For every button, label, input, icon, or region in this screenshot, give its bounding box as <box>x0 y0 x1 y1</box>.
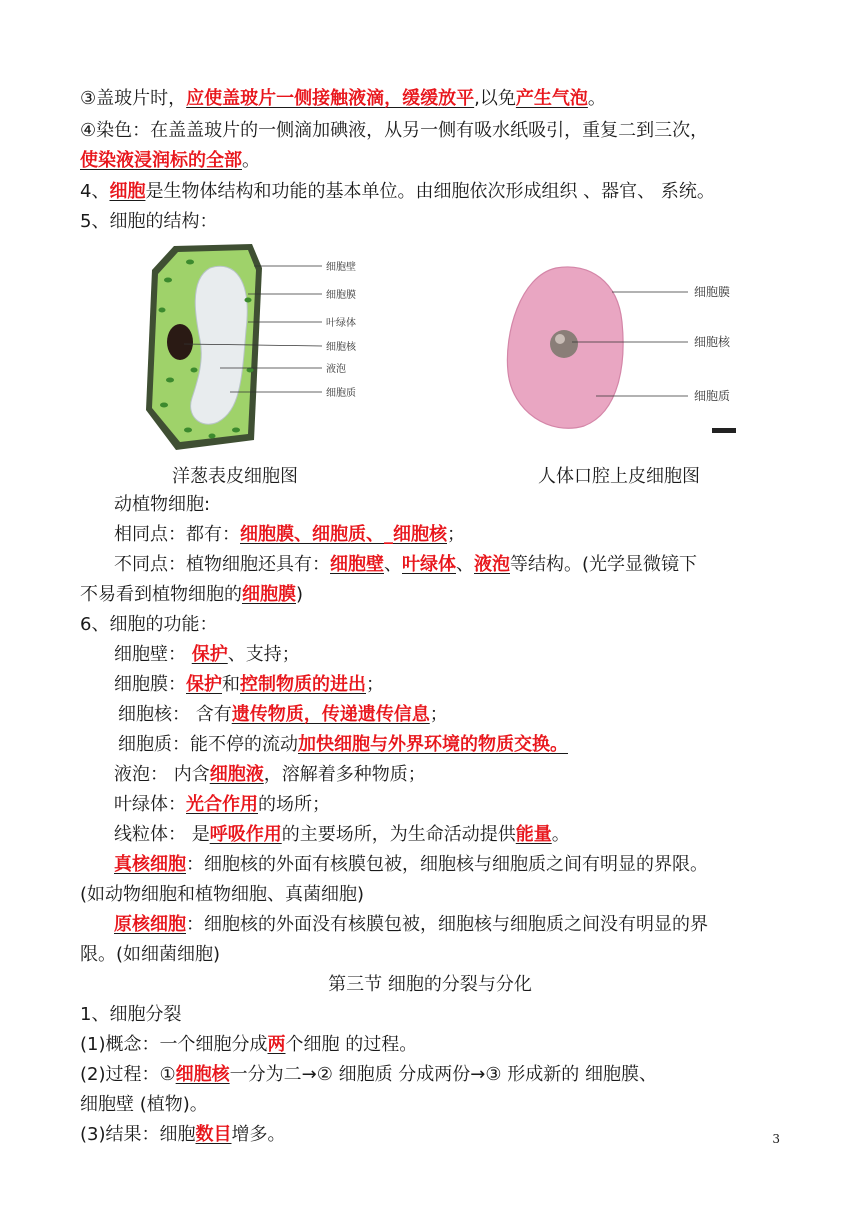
emphasis-text: 数目 <box>195 1124 232 1145</box>
text-segment: 。 <box>242 150 260 171</box>
text-segment: 、 <box>456 554 474 575</box>
text-segment: 是生物体结构和功能的基本单位。由细胞依次形成组织 、器官、 系统。 <box>145 181 715 202</box>
plant-cell-caption: 洋葱表皮细胞图 <box>172 466 298 487</box>
emphasis-text: 细胞膜、细胞质、_细胞核 <box>240 524 447 545</box>
label-cell-wall: 细胞壁 <box>326 262 356 273</box>
animal-cell-caption: 人体口腔上皮细胞图 <box>538 466 700 487</box>
text-segment: ：细胞核的外面有核膜包被，细胞核与细胞质之间有明显的界限。 <box>186 854 708 875</box>
label-animal-cytoplasm: 细胞质 <box>694 389 731 403</box>
text-line-12 <box>114 674 384 696</box>
section-heading <box>0 974 860 996</box>
text-line-21 <box>80 944 220 966</box>
text-segment: 细胞壁 (植物)。 <box>80 1094 208 1115</box>
emphasis-text: 细胞核 <box>175 1064 230 1085</box>
label-nucleus: 细胞核 <box>326 342 356 353</box>
nucleus-highlight <box>555 334 565 344</box>
text-segment: ； <box>429 704 448 725</box>
text-segment: 、支持； <box>227 644 300 665</box>
label-cytoplasm: 细胞质 <box>326 388 356 399</box>
emphasis-text: 细胞 <box>109 181 146 202</box>
emphasis-text: 能量 <box>515 824 552 845</box>
text-segment: 相同点：都有： <box>114 524 240 545</box>
text-segment: 不易看到植物细胞的 <box>80 584 242 605</box>
text-segment: 线粒体： 是 <box>114 824 210 845</box>
emphasis-text: 细胞液 <box>209 764 264 785</box>
text-segment: 的场所； <box>258 794 330 815</box>
text-segment: 增多。 <box>231 1124 286 1145</box>
text-line-5 <box>80 211 217 233</box>
emphasis-text: 液泡 <box>474 554 510 575</box>
text-line-15 <box>114 764 426 786</box>
text-line-6 <box>114 494 210 516</box>
text-segment: ； <box>447 524 465 545</box>
text-segment: ，溶解着多种物质； <box>263 764 426 785</box>
text-segment: 细胞质：能不停的流动 <box>118 734 298 755</box>
text-line-23 <box>80 1004 181 1026</box>
emphasis-text: 叶绿体 <box>402 554 456 575</box>
text-segment: 一分为二→② 细胞质 分成两份→③ 形成新的 细胞膜、 <box>229 1064 657 1085</box>
emphasis-text: 控制物质的进出 <box>240 674 366 695</box>
text-segment: 液泡： 内含 <box>114 764 210 785</box>
page-number: 3 <box>772 1132 780 1146</box>
text-line-1 <box>80 88 606 110</box>
text-segment: 。 <box>587 88 606 109</box>
plant-cell-diagram <box>140 240 390 455</box>
text-segment: 叶绿体： <box>114 794 186 815</box>
text-line-7 <box>114 524 465 546</box>
text-segment: 1、细胞分裂 <box>80 1004 182 1025</box>
text-segment: 6、细胞的功能： <box>80 614 218 635</box>
text-segment: (3)结果：细胞 <box>80 1124 196 1145</box>
text-line-4 <box>80 181 715 203</box>
text-line-13 <box>118 704 448 726</box>
label-chloroplast: 叶绿体 <box>326 318 356 329</box>
figure-watermark <box>712 428 736 433</box>
text-segment: 和 <box>222 674 240 695</box>
text-segment: 、 <box>384 554 402 575</box>
text-segment: ) <box>296 584 304 605</box>
text-segment: 不同点：植物细胞还具有： <box>114 554 330 575</box>
text-line-20 <box>114 914 708 936</box>
text-segment: 细胞壁： <box>114 644 192 665</box>
text-segment: 细胞膜： <box>114 674 186 695</box>
text-segment: ； <box>366 674 384 695</box>
text-segment: 第三节 细胞的分裂与分化 <box>328 974 532 995</box>
emphasis-text: 两 <box>267 1034 286 1055</box>
emphasis-text: 保护 <box>191 644 228 665</box>
text-line-11 <box>114 644 300 666</box>
text-line-3 <box>80 150 260 172</box>
text-segment: 等结构。(光学显微镜下 <box>510 554 698 575</box>
text-segment: ③盖玻片时， <box>80 88 187 109</box>
emphasis-text: 应使盖玻片一侧接触液滴，缓缓放平 <box>186 88 475 109</box>
text-segment: ：细胞核的外面没有核膜包被，细胞核与细胞质之间没有明显的界 <box>186 914 708 935</box>
text-line-14 <box>118 734 568 756</box>
text-line-17 <box>114 824 570 846</box>
emphasis-text: 使染液浸润标的全部 <box>80 150 242 171</box>
text-line-2 <box>80 120 708 142</box>
label-animal-membrane: 细胞膜 <box>694 285 731 299</box>
animal-nucleus-shape <box>550 330 578 358</box>
text-line-19 <box>80 884 364 906</box>
text-segment: ,以免 <box>474 88 516 109</box>
text-line-8 <box>114 554 697 576</box>
emphasis-text: 产生气泡 <box>515 88 588 109</box>
label-cell-membrane: 细胞膜 <box>326 290 356 301</box>
emphasis-text: 细胞膜 <box>242 584 296 605</box>
text-segment: (1)概念：一个细胞分成 <box>80 1034 268 1055</box>
emphasis-text: 原核细胞 <box>114 914 186 935</box>
emphasis-text: 细胞壁 <box>330 554 384 575</box>
animal-cell-diagram <box>500 262 750 442</box>
text-line-9 <box>80 584 303 606</box>
text-segment: 。 <box>551 824 570 845</box>
label-animal-nucleus: 细胞核 <box>694 335 731 349</box>
text-segment: 细胞核： 含有 <box>118 704 232 725</box>
text-segment: (2)过程：① <box>80 1064 176 1085</box>
text-segment: 5、细胞的结构： <box>80 211 218 232</box>
text-segment: 的主要场所，为生命活动提供 <box>281 824 516 845</box>
text-line-25 <box>80 1064 657 1086</box>
emphasis-text: 遗传物质，传递遗传信息 <box>231 704 430 725</box>
label-vacuole: 液泡 <box>326 364 346 375</box>
nucleus-shape <box>167 324 193 360</box>
text-segment: (如动物细胞和植物细胞、真菌细胞) <box>80 884 365 905</box>
text-line-26 <box>80 1094 208 1116</box>
emphasis-text: 加快细胞与外界环境的物质交换。 <box>298 734 568 755</box>
emphasis-text: 呼吸作用 <box>209 824 282 845</box>
text-segment: ④染色：在盖盖玻片的一侧滴加碘液，从另一侧有吸水纸吸引，重复二到三次， <box>80 120 709 141</box>
text-segment: 动植物细胞: <box>114 494 211 515</box>
text-segment: 4、 <box>80 181 110 202</box>
text-line-16 <box>114 794 330 816</box>
emphasis-text: 真核细胞 <box>114 854 186 875</box>
text-segment: 限。(如细菌细胞) <box>80 944 221 965</box>
text-line-18 <box>114 854 708 876</box>
text-line-27 <box>80 1124 286 1146</box>
text-segment: 个细胞 的过程。 <box>285 1034 418 1055</box>
emphasis-text: 保护 <box>186 674 222 695</box>
text-line-24 <box>80 1034 417 1056</box>
text-line-10 <box>80 614 217 636</box>
emphasis-text: 光合作用 <box>186 794 258 815</box>
